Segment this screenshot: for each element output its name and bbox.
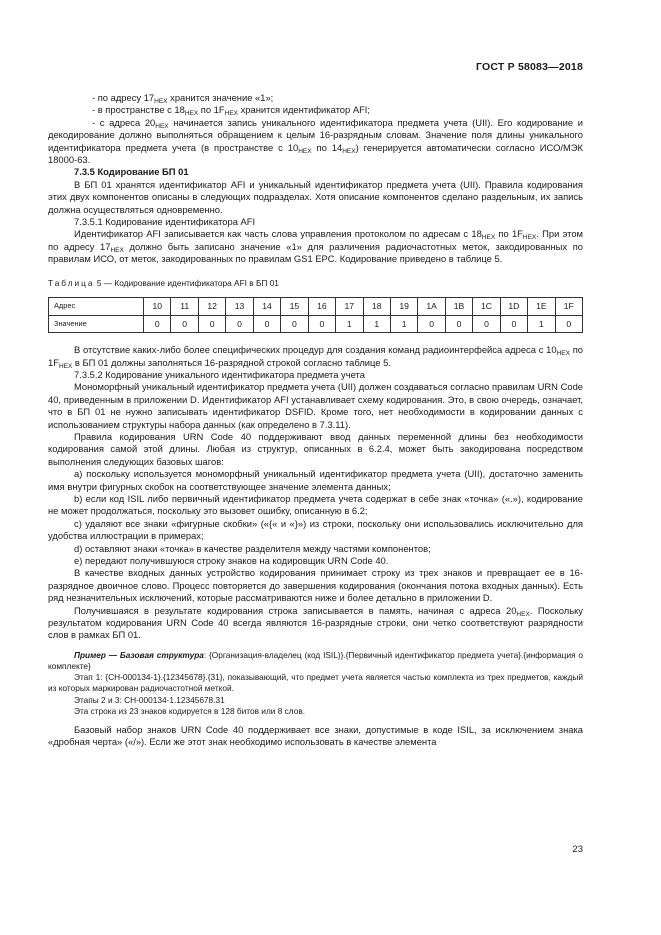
text-fragment: Идентификатор AFI записывается как часть слова управления протоколом по адресам с 18: [74, 228, 482, 240]
caption-label: Таблица: [48, 277, 95, 288]
paragraph-monomorphic-uii: Мономорфный уникальный идентификатор предмета учета (UII) должен создаваться согласно правилам URN Code 40, приведенным в приложении D. Идентификатор AFI устанавливает схему кодирования. Это, в свою очередь, означает, что в БП 01 не нужно записывать идентификатор DSFID. Кроме того, нет необходимости в кодировании данных с использованием структуры набора данных (как определено в 7.3.11).: [48, 381, 583, 430]
value-cell: 0: [308, 315, 335, 333]
address-cell: 13: [226, 298, 253, 316]
value-cell: 0: [198, 315, 225, 333]
address-cell: 1C: [473, 298, 500, 316]
bullet-address-20: [48, 117, 583, 167]
hex-subscript: HEX: [342, 147, 356, 155]
value-cell: 0: [144, 315, 171, 333]
example-step-1: Этап 1: {CH-000134-1}.{12345678}.{31}, показывающий, что предмет учета является частью комплекта из трех предметов, каждый из которых маркирован радиочастотной меткой.: [48, 672, 583, 694]
address-cell: 11: [171, 298, 198, 316]
address-cell: 14: [253, 298, 280, 316]
address-cell: 1E: [528, 298, 555, 316]
list-item: b) если код ISIL либо первичный идентификатор предмета учета содержат в себе знак «точка» («.»), кодирование не может продолжаться, поскольку это вызовет ошибку, описанную в 6.2;: [48, 492, 583, 517]
hex-subscript: HEX: [516, 610, 530, 618]
hex-subscript: HEX: [298, 147, 312, 155]
example-structure: [48, 650, 583, 672]
paragraph-character-set: Базовый набор знаков URN Code 40 поддерживает все знаки, допустимые в коде ISIL, за исключением знака «дробная черта» («/»). Если же этот знак необходимо использовать в качестве элемента: [48, 724, 583, 748]
caption-text: 5 — Кодирование идентификатора AFI в БП 01: [94, 277, 279, 288]
address-cell: 15: [281, 298, 308, 316]
subsection-title-7-3-5-1: 7.3.5.1 Кодирование идентификатора AFI: [74, 216, 256, 228]
paragraph-bp01-contents: В БП 01 хранятся идентификатор AFI и уникальный идентификатор предмета учета (UII). Правила кодирования этих двух компонентов описаны в следующих подразделах. Хотя описание компонентов сделано раздельным, их запись должна осуществляться одновременно.: [48, 178, 583, 215]
example-label: Пример — Базовая структура: [74, 649, 204, 660]
address-cell: 10: [144, 298, 171, 316]
hex-subscript: HEX: [184, 110, 199, 118]
text-fragment: ) генерируется автоматически согласно ИСО/МЭК 18000-63.: [48, 141, 583, 166]
text-fragment: - в пространстве с 18: [92, 104, 185, 116]
hex-subscript: HEX: [110, 246, 124, 254]
address-cell: 16: [308, 298, 335, 316]
page-number: 23: [572, 844, 583, 855]
table-row-value: [49, 315, 583, 333]
row-label-address: Адрес: [49, 298, 144, 316]
address-cell: 1A: [418, 298, 445, 316]
value-cell: 1: [336, 315, 363, 333]
address-cell: 1D: [500, 298, 527, 316]
text-fragment: - с адреса 20: [92, 116, 156, 128]
list-item: e) передают получившуюся строку знаков на кодировщик URN Code 40.: [74, 555, 389, 566]
value-cell: 0: [418, 315, 445, 333]
value-cell: 0: [226, 315, 253, 333]
text-fragment: по 1F: [198, 104, 225, 116]
value-cell: 0: [555, 315, 582, 333]
value-cell: 0: [253, 315, 280, 333]
list-item: a) поскольку используется мономорфный уникальный идентификатор предмета учета (UII), достаточно заменить имя внутри фигурных скобок на соответствующее значение элемента данных;: [48, 468, 583, 492]
page-body: [48, 92, 583, 749]
document-code-header: ГОСТ Р 58083—2018: [475, 61, 583, 73]
hex-subscript: HEX: [155, 122, 169, 130]
address-cell: 19: [390, 298, 417, 316]
hex-subscript: HEX: [58, 362, 73, 370]
table-5-caption: [48, 277, 583, 289]
value-cell: 0: [281, 315, 308, 333]
row-label-value: Значение: [49, 315, 144, 333]
text-fragment: - по адресу 17: [92, 92, 155, 103]
paragraph-urn-rules: Правила кодирования URN Code 40 поддерживают ввод данных переменной длины без необходимости кодирования самой этой длины. Любая из структур, описанных в 6.2.4, может быть закодирована посредством выполнения следующих базовых шагов:: [48, 430, 583, 467]
address-cell: 18: [363, 298, 390, 316]
value-cell: 0: [171, 315, 198, 333]
table-5-afi-encoding: [48, 297, 583, 333]
hex-subscript: HEX: [481, 234, 496, 242]
bullet-address-17: [48, 92, 583, 104]
address-cell: 1B: [445, 298, 472, 316]
text-fragment: начинается запись уникального идентификатора предмета учета (UII). Его кодирование и декодирование должно выполняться обращением к целым 16-разрядным словам. Значение поля длины уникального идентификатора предмета учета (в пространстве с 10: [48, 116, 583, 153]
text-fragment: . При этом по адресу 17: [48, 228, 583, 252]
subsection-title-7-3-5-2: 7.3.5.2 Кодирование уникального идентификатора предмета учета: [74, 368, 365, 380]
text-fragment: по 1F: [495, 228, 523, 240]
value-cell: 0: [445, 315, 472, 333]
paragraph-memory-write: [48, 605, 583, 642]
section-title-7-3-5: 7.3.5 Кодирование БП 01: [74, 166, 189, 178]
example-block: [48, 650, 583, 717]
hex-subscript: HEX: [522, 234, 537, 242]
paragraph-encoder-input: В качестве входных данных устройство кодирования принимает строку из трех знаков и превращает ее в 16-разрядное двоичное слово. Процесс повторяется до завершения кодирования (окончания потока входных данных). Есть ряд незначительных исключений, которые рассматриваются ниже и более детально в приложении D.: [48, 567, 583, 604]
paragraph-afi-writing: [48, 228, 583, 265]
address-cell: 12: [198, 298, 225, 316]
value-cell: 1: [528, 315, 555, 333]
value-cell: 0: [473, 315, 500, 333]
text-fragment: хранится идентификатор AFI;: [238, 104, 371, 116]
text-fragment: . Поскольку результатом кодирования URN Code 40 всегда являются 16-разрядные строки, они четко соответствуют разрядности слов в рамках БП 01.: [48, 604, 583, 641]
example-steps-2-3: Этапы 2 и 3: CH-000134-1.12345678.31: [74, 694, 225, 705]
text-fragment: : {Организация-владелец (код ISIL)}.{Первичный идентификатор предмета учета}.{информация о комплекте}: [48, 649, 583, 672]
example-bit-count: Эта строка из 23 знаков кодируется в 128 битов или 8 слов.: [74, 705, 306, 716]
value-cell: 1: [390, 315, 417, 333]
table-row-address: [49, 298, 583, 316]
hex-subscript: HEX: [224, 110, 239, 118]
list-item: d) оставляют знаки «точка» в качестве разделителя между частями компонентов;: [74, 542, 431, 554]
hex-subscript: HEX: [556, 350, 570, 358]
bullet-address-18-1f: [48, 104, 583, 116]
text-fragment: В отсутствие каких-либо более специфических процедур для создания команд радиоинтерфейса адреса с 10: [74, 344, 557, 356]
address-cell: 1F: [555, 298, 582, 316]
text-fragment: хранится значение «1»;: [167, 92, 274, 103]
paragraph-default-fill: [48, 344, 583, 369]
list-item: c) удаляют все знаки «фигурные скобки» («{« и «}») из строки, поскольку они использовались исключительно для удобства иллюстрации в примерах;: [48, 517, 583, 542]
address-cell: 17: [336, 298, 363, 316]
text-fragment: по 14: [311, 141, 343, 153]
text-fragment: должно быть записано значение «1» для различения радиочастотных меток, закодированных по правилам ИСО, от меток, закодированных по правилам GS1 EPC. Кодирование приведено в таблице 5.: [48, 240, 583, 265]
hex-subscript: HEX: [154, 98, 168, 105]
value-cell: 0: [500, 315, 527, 333]
text-fragment: по 1F: [48, 344, 583, 368]
text-fragment: в БП 01 должны заполняться 16-разрядной строкой согласно таблице 5.: [72, 356, 391, 368]
value-cell: 1: [363, 315, 390, 333]
text-fragment: Получившаяся в результате кодирования строка записывается в память, начиная с адреса 20: [74, 604, 517, 616]
